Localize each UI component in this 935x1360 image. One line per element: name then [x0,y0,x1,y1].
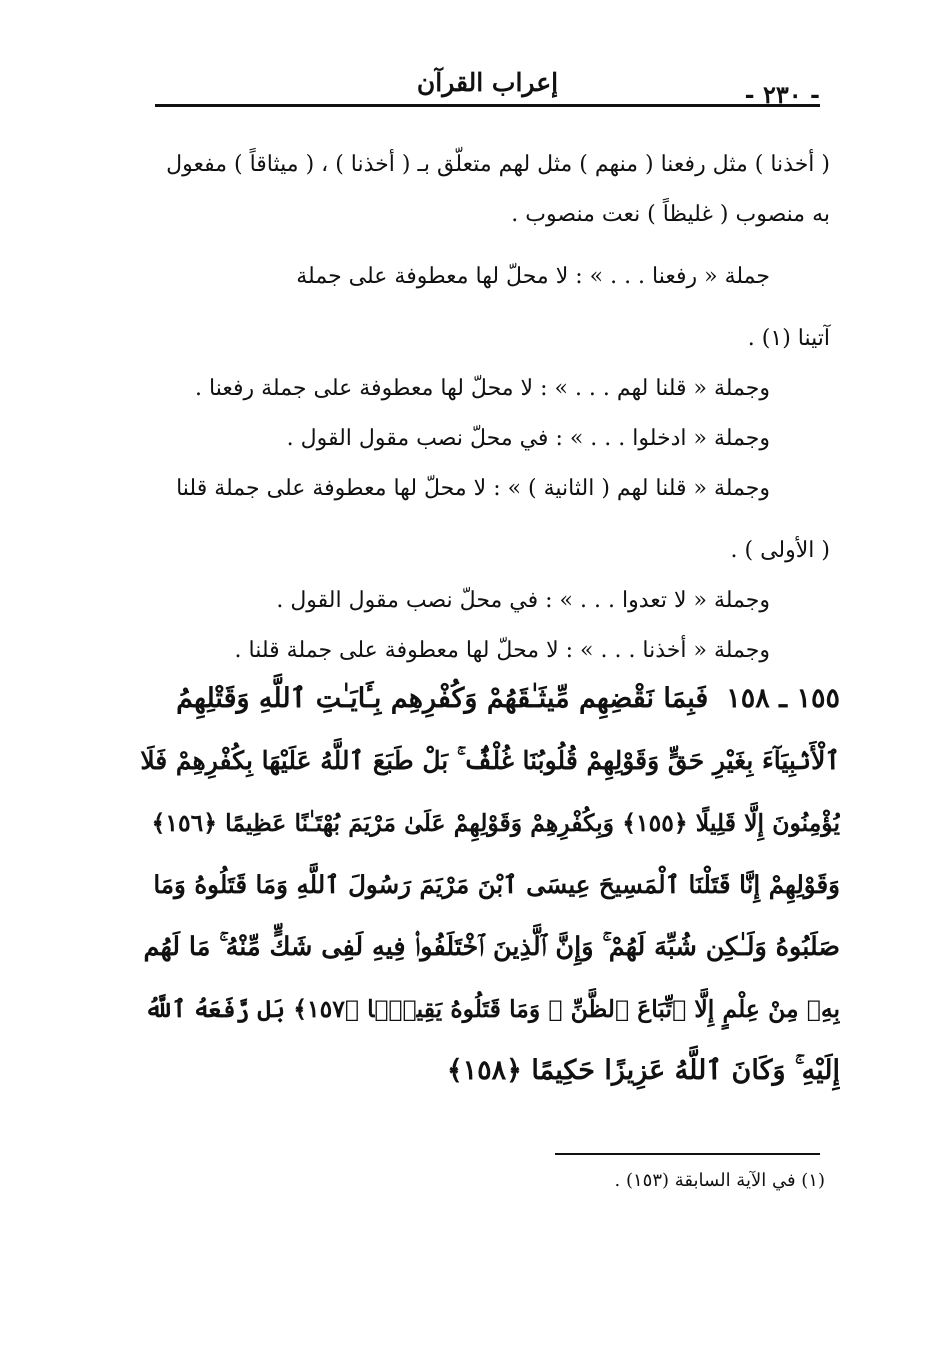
text-line: وجملة « قلنا لهم . . . » : لا محلّ لها معطوفة على جملة رفعنا . [195,376,770,401]
quran-verses [140,668,840,1102]
page-number: - ٢٣٠ - [744,80,820,109]
verse-line: إِلَيْهِ ۚ وَكَانَ ٱللَّهُ عَزِيزًا حَكِيمًا ﴿١٥٨﴾ [446,1055,840,1086]
verse-line [140,668,840,730]
text-line: وجملة « لا تعدوا . . . » : في محلّ نصب مقول القول . [276,588,770,613]
verse-line: يُؤْمِنُونَ إِلَّا قَلِيلًا ﴿١٥٥﴾ وَبِكُفْرِهِمْ وَقَوْلِهِمْ عَلَىٰ مَرْيَمَ بُهْتَـٰنًا عَظِيمًا ﴿١٥٦﴾ [151,809,840,837]
running-title: إعراب القرآن [416,68,559,97]
text-line: آتينا (١) . [747,326,830,351]
text-line: ( أخذنا ) مثل رفعنا ( منهم ) مثل لهم متعلّق بـ ( أخذنا ) ، ( ميثاقاً ) مفعول [166,152,830,177]
footnote: (١) في الآية السابقة (١٥٣) . [614,1170,825,1191]
text-line: وجملة « أخذنا . . . » : لا محلّ لها معطوفة على جملة قلنا . [234,638,770,663]
grammar-analysis-text [140,140,830,676]
verse-line: وَقَوْلِهِمْ إِنَّا قَتَلْنَا ٱلْمَسِيحَ عِيسَى ٱبْنَ مَرْيَمَ رَسُولَ ٱللَّهِ وَمَا قَتَلُوهُ وَمَا [153,870,840,899]
verse-line: ٱلْأَنۢبِيَآءَ بِغَيْرِ حَقٍّ وَقَوْلِهِمْ قُلُوبُنَا غُلْفٌۢ ۚ بَلْ طَبَعَ ٱللَّهُ عَلَيْهَا بِكُفْرِهِمْ فَلَا [140,746,840,775]
text-line: وجملة « ادخلوا . . . » : في محلّ نصب مقول القول . [286,426,770,451]
verse-text: فَبِمَا نَقْضِهِم مِّيثَـٰقَهُمْ وَكُفْرِهِم بِـَٔايَـٰتِ ٱللَّهِ وَقَتْلِهِمُ [176,683,709,714]
text-line: وجملة « قلنا لهم ( الثانية ) » : لا محلّ لها معطوفة على جملة قلنا [176,476,770,501]
page-header [155,62,820,109]
verse-line: صَلَبُوهُ وَلَـٰكِن شُبِّهَ لَهُمْ ۚ وَإِنَّ ٱلَّذِينَ ٱخْتَلَفُوا۟ فِيهِ لَفِى شَكٍّ مِّنْهُ ۚ مَا لَهُم [143,932,840,962]
text-line: به منصوب ( غليظاً ) نعت منصوب . [511,202,830,227]
text-line: جملة « رفعنا . . . » : لا محلّ لها معطوفة على جملة [296,264,770,289]
text-line: ( الأولى ) . [730,538,830,563]
verse-line: بِهِۦ مِنْ عِلْمٍ إِلَّا ٱتِّبَاعَ ٱلظَّنِّ ۚ وَمَا قَتَلُوهُ يَقِينًۢا ﴿١٥٧﴾ بَل رَّفَعَهُ ٱللَّهُ [144,995,840,1023]
footnote-rule [555,1153,820,1155]
verse-range: ١٥٥ ـ ١٥٨ [726,683,840,714]
header-rule [155,104,820,107]
